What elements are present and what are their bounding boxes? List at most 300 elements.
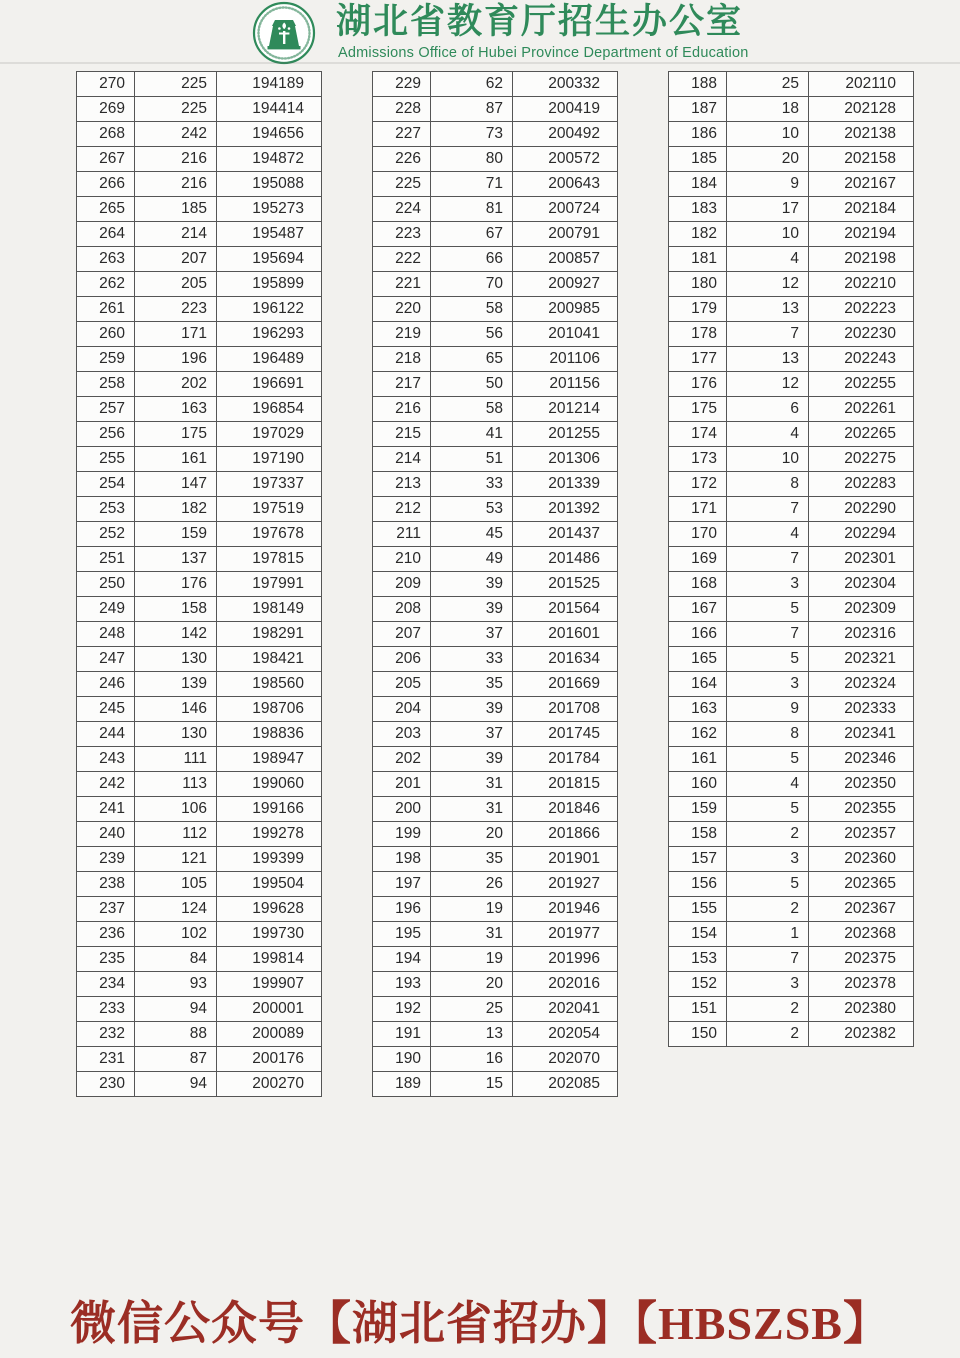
count-cell: 25: [727, 72, 809, 97]
score-cell: 263: [77, 247, 135, 272]
cumulative-cell: 200724: [513, 197, 618, 222]
score-cell: 243: [77, 747, 135, 772]
score-cell: 242: [77, 772, 135, 797]
score-cell: 184: [669, 172, 727, 197]
cumulative-cell: 197029: [217, 422, 322, 447]
count-cell: 10: [727, 447, 809, 472]
table-row: [77, 422, 322, 447]
count-cell: 102: [135, 922, 217, 947]
score-cell: 158: [669, 822, 727, 847]
table-row: [669, 497, 914, 522]
score-cell: 219: [373, 322, 431, 347]
table-row: [373, 547, 618, 572]
cumulative-cell: 200857: [513, 247, 618, 272]
count-cell: 94: [135, 997, 217, 1022]
table-row: [669, 647, 914, 672]
cumulative-cell: 198706: [217, 697, 322, 722]
table-row: [373, 497, 618, 522]
table-row: [669, 597, 914, 622]
score-cell: 239: [77, 847, 135, 872]
score-cell: 218: [373, 347, 431, 372]
count-cell: 19: [431, 897, 513, 922]
count-cell: 7: [727, 547, 809, 572]
count-cell: 37: [431, 722, 513, 747]
table-row: [373, 72, 618, 97]
count-cell: 58: [431, 397, 513, 422]
score-cell: 251: [77, 547, 135, 572]
count-cell: 7: [727, 497, 809, 522]
cumulative-cell: 202128: [809, 97, 914, 122]
count-cell: 225: [135, 72, 217, 97]
score-cell: 151: [669, 997, 727, 1022]
table-row: [669, 222, 914, 247]
score-cell: 250: [77, 572, 135, 597]
score-cell: 168: [669, 572, 727, 597]
count-cell: 9: [727, 697, 809, 722]
count-cell: 35: [431, 847, 513, 872]
cumulative-cell: 202070: [513, 1047, 618, 1072]
cumulative-cell: 201106: [513, 347, 618, 372]
table-row: [373, 647, 618, 672]
table-row: [77, 122, 322, 147]
table-row: [373, 972, 618, 997]
score-cell: 269: [77, 97, 135, 122]
count-cell: 13: [431, 1022, 513, 1047]
score-cell: 214: [373, 447, 431, 472]
table-row: [373, 822, 618, 847]
cumulative-cell: 201977: [513, 922, 618, 947]
score-cell: 196: [373, 897, 431, 922]
table-row: [669, 797, 914, 822]
table-row: [669, 197, 914, 222]
table-row: [77, 572, 322, 597]
cumulative-cell: 202355: [809, 797, 914, 822]
table-row: [77, 172, 322, 197]
score-cell: 221: [373, 272, 431, 297]
cumulative-cell: 199166: [217, 797, 322, 822]
cumulative-cell: 202357: [809, 822, 914, 847]
count-cell: 41: [431, 422, 513, 447]
table-row: [373, 172, 618, 197]
table-row: [669, 447, 914, 472]
table-row: [77, 722, 322, 747]
cumulative-cell: 201486: [513, 547, 618, 572]
table-row: [77, 747, 322, 772]
count-cell: 161: [135, 447, 217, 472]
score-cell: 256: [77, 422, 135, 447]
score-cell: 260: [77, 322, 135, 347]
count-cell: 19: [431, 947, 513, 972]
score-cell: 217: [373, 372, 431, 397]
table-row: [669, 622, 914, 647]
score-cell: 180: [669, 272, 727, 297]
table-row: [669, 247, 914, 272]
table-row: [77, 247, 322, 272]
count-cell: 56: [431, 322, 513, 347]
table-row: [669, 72, 914, 97]
table-row: [373, 1047, 618, 1072]
count-cell: 39: [431, 572, 513, 597]
score-cell: 177: [669, 347, 727, 372]
score-cell: 201: [373, 772, 431, 797]
cumulative-cell: 202158: [809, 147, 914, 172]
count-cell: 49: [431, 547, 513, 572]
table-row: [373, 697, 618, 722]
table-row: [77, 847, 322, 872]
cumulative-cell: 201634: [513, 647, 618, 672]
cumulative-cell: 195694: [217, 247, 322, 272]
count-cell: 147: [135, 472, 217, 497]
cumulative-cell: 198560: [217, 672, 322, 697]
cumulative-cell: 202346: [809, 747, 914, 772]
cumulative-cell: 202243: [809, 347, 914, 372]
count-cell: 4: [727, 247, 809, 272]
table-row: [373, 722, 618, 747]
score-cell: 216: [373, 397, 431, 422]
score-cell: 172: [669, 472, 727, 497]
cumulative-cell: 197991: [217, 572, 322, 597]
table-row: [77, 997, 322, 1022]
score-cell: 222: [373, 247, 431, 272]
score-cell: 188: [669, 72, 727, 97]
table-row: [77, 1072, 322, 1097]
count-cell: 142: [135, 622, 217, 647]
cumulative-cell: 201437: [513, 522, 618, 547]
cumulative-cell: 202138: [809, 122, 914, 147]
score-cell: 238: [77, 872, 135, 897]
cumulative-cell: 199504: [217, 872, 322, 897]
count-cell: 80: [431, 147, 513, 172]
count-cell: 2: [727, 897, 809, 922]
score-cell: 200: [373, 797, 431, 822]
table-row: [373, 572, 618, 597]
cumulative-cell: 202184: [809, 197, 914, 222]
table-row: [373, 672, 618, 697]
cumulative-cell: 198149: [217, 597, 322, 622]
score-cell: 186: [669, 122, 727, 147]
score-cell: 207: [373, 622, 431, 647]
score-cell: 245: [77, 697, 135, 722]
cumulative-cell: 201564: [513, 597, 618, 622]
cumulative-cell: 200332: [513, 72, 618, 97]
table-row: [77, 522, 322, 547]
table-row: [77, 797, 322, 822]
table-row: [669, 1022, 914, 1047]
score-cell: 254: [77, 472, 135, 497]
cumulative-cell: 201846: [513, 797, 618, 822]
score-cell: 182: [669, 222, 727, 247]
score-cell: 264: [77, 222, 135, 247]
count-cell: 35: [431, 672, 513, 697]
table-row: [373, 447, 618, 472]
score-cell: 220: [373, 297, 431, 322]
table-row: [669, 147, 914, 172]
count-cell: 58: [431, 297, 513, 322]
score-table-1: [76, 71, 322, 1097]
score-cell: 247: [77, 647, 135, 672]
count-cell: 111: [135, 747, 217, 772]
count-cell: 4: [727, 422, 809, 447]
count-cell: 5: [727, 647, 809, 672]
table-row: [669, 947, 914, 972]
cumulative-cell: 201669: [513, 672, 618, 697]
count-cell: 87: [431, 97, 513, 122]
score-cell: 157: [669, 847, 727, 872]
table-row: [77, 897, 322, 922]
score-cell: 236: [77, 922, 135, 947]
table-row: [669, 697, 914, 722]
count-cell: 2: [727, 997, 809, 1022]
count-cell: 31: [431, 772, 513, 797]
count-cell: 67: [431, 222, 513, 247]
score-cell: 240: [77, 822, 135, 847]
score-cell: 227: [373, 122, 431, 147]
count-cell: 171: [135, 322, 217, 347]
count-cell: 5: [727, 872, 809, 897]
score-cell: 179: [669, 297, 727, 322]
table-row: [669, 272, 914, 297]
table-row: [669, 772, 914, 797]
cumulative-cell: 202110: [809, 72, 914, 97]
cumulative-cell: 199907: [217, 972, 322, 997]
footer-wechat-text: 微信公众号【湖北省招办】【HBSZSB】: [70, 1298, 890, 1349]
org-title-english: Admissions Office of Hubei Province Department of Education: [338, 45, 749, 61]
score-cell: 181: [669, 247, 727, 272]
table-row: [77, 597, 322, 622]
count-cell: 242: [135, 122, 217, 147]
cumulative-cell: 200089: [217, 1022, 322, 1047]
score-cell: 208: [373, 597, 431, 622]
count-cell: 81: [431, 197, 513, 222]
table-row: [77, 922, 322, 947]
table-row: [373, 397, 618, 422]
count-cell: 106: [135, 797, 217, 822]
cumulative-cell: 202255: [809, 372, 914, 397]
cumulative-cell: 201745: [513, 722, 618, 747]
cumulative-cell: 199399: [217, 847, 322, 872]
score-cell: 160: [669, 772, 727, 797]
table-row: [373, 272, 618, 297]
count-cell: 94: [135, 1072, 217, 1097]
count-cell: 223: [135, 297, 217, 322]
cumulative-cell: 202382: [809, 1022, 914, 1047]
score-cell: 249: [77, 597, 135, 622]
count-cell: 18: [727, 97, 809, 122]
count-cell: 20: [431, 822, 513, 847]
cumulative-cell: 195088: [217, 172, 322, 197]
count-cell: 3: [727, 572, 809, 597]
table-row: [669, 922, 914, 947]
count-cell: 53: [431, 497, 513, 522]
score-cell: 162: [669, 722, 727, 747]
count-cell: 175: [135, 422, 217, 447]
cumulative-cell: 202360: [809, 847, 914, 872]
score-cell: 159: [669, 797, 727, 822]
count-cell: 202: [135, 372, 217, 397]
score-cell: 234: [77, 972, 135, 997]
score-cell: 195: [373, 922, 431, 947]
cumulative-cell: 200985: [513, 297, 618, 322]
table-row: [373, 297, 618, 322]
cumulative-cell: 202275: [809, 447, 914, 472]
cumulative-cell: 202309: [809, 597, 914, 622]
score-cell: 194: [373, 947, 431, 972]
table-row: [669, 297, 914, 322]
table-row: [669, 172, 914, 197]
cumulative-cell: 197337: [217, 472, 322, 497]
cumulative-cell: 201996: [513, 947, 618, 972]
table-row: [77, 1047, 322, 1072]
cumulative-cell: 201525: [513, 572, 618, 597]
table-row: [373, 322, 618, 347]
table-row: [669, 97, 914, 122]
score-cell: 213: [373, 472, 431, 497]
cumulative-cell: 202290: [809, 497, 914, 522]
count-cell: 33: [431, 647, 513, 672]
table-row: [77, 447, 322, 472]
score-cell: 224: [373, 197, 431, 222]
table-row: [373, 122, 618, 147]
score-cell: 173: [669, 447, 727, 472]
cumulative-cell: 200270: [217, 1072, 322, 1097]
count-cell: 12: [727, 372, 809, 397]
score-cell: 231: [77, 1047, 135, 1072]
table-row: [669, 572, 914, 597]
count-cell: 93: [135, 972, 217, 997]
count-cell: 84: [135, 947, 217, 972]
score-cell: 183: [669, 197, 727, 222]
score-cell: 266: [77, 172, 135, 197]
score-cell: 198: [373, 847, 431, 872]
count-cell: 7: [727, 947, 809, 972]
table-row: [373, 797, 618, 822]
cumulative-cell: 198836: [217, 722, 322, 747]
score-cell: 199: [373, 822, 431, 847]
cumulative-cell: 197190: [217, 447, 322, 472]
cumulative-cell: 196854: [217, 397, 322, 422]
score-cell: 267: [77, 147, 135, 172]
table-row: [77, 197, 322, 222]
score-cell: 174: [669, 422, 727, 447]
score-cell: 257: [77, 397, 135, 422]
cumulative-cell: 196293: [217, 322, 322, 347]
cumulative-cell: 202016: [513, 972, 618, 997]
count-cell: 10: [727, 222, 809, 247]
table-row: [77, 1022, 322, 1047]
table-row: [669, 347, 914, 372]
count-cell: 214: [135, 222, 217, 247]
cumulative-cell: 198421: [217, 647, 322, 672]
cumulative-cell: 202167: [809, 172, 914, 197]
cumulative-cell: 200927: [513, 272, 618, 297]
count-cell: 5: [727, 747, 809, 772]
page-header: [0, 0, 960, 64]
table-row: [373, 472, 618, 497]
score-cell: 161: [669, 747, 727, 772]
count-cell: 9: [727, 172, 809, 197]
score-cell: 230: [77, 1072, 135, 1097]
score-cell: 225: [373, 172, 431, 197]
score-cell: 262: [77, 272, 135, 297]
count-cell: 5: [727, 797, 809, 822]
count-cell: 71: [431, 172, 513, 197]
org-title-chinese: 湖北省教育厅招生办公室: [336, 2, 744, 41]
count-cell: 88: [135, 1022, 217, 1047]
cumulative-cell: 194189: [217, 72, 322, 97]
table-row: [373, 147, 618, 172]
cumulative-cell: 202265: [809, 422, 914, 447]
score-table-2: [372, 71, 618, 1097]
score-table-3: [668, 71, 914, 1047]
table-row: [77, 547, 322, 572]
table-row: [669, 472, 914, 497]
count-cell: 50: [431, 372, 513, 397]
table-row: [669, 897, 914, 922]
table-row: [77, 347, 322, 372]
cumulative-cell: 202350: [809, 772, 914, 797]
table-row: [77, 647, 322, 672]
cumulative-cell: 199814: [217, 947, 322, 972]
count-cell: 13: [727, 347, 809, 372]
cumulative-cell: 201601: [513, 622, 618, 647]
table-row: [373, 897, 618, 922]
table-row: [669, 672, 914, 697]
cumulative-cell: 200791: [513, 222, 618, 247]
cumulative-cell: 202341: [809, 722, 914, 747]
score-cell: 237: [77, 897, 135, 922]
count-cell: 4: [727, 522, 809, 547]
table-row: [77, 672, 322, 697]
table-row: [669, 872, 914, 897]
table-row: [669, 822, 914, 847]
score-cell: 232: [77, 1022, 135, 1047]
score-cell: 169: [669, 547, 727, 572]
score-cell: 164: [669, 672, 727, 697]
score-cell: 204: [373, 697, 431, 722]
cumulative-cell: 200419: [513, 97, 618, 122]
score-cell: 252: [77, 522, 135, 547]
score-cell: 187: [669, 97, 727, 122]
table-row: [373, 97, 618, 122]
cumulative-cell: 198291: [217, 622, 322, 647]
count-cell: 225: [135, 97, 217, 122]
score-cell: 156: [669, 872, 727, 897]
count-cell: 124: [135, 897, 217, 922]
table-row: [669, 372, 914, 397]
cumulative-cell: 202054: [513, 1022, 618, 1047]
table-row: [77, 322, 322, 347]
count-cell: 45: [431, 522, 513, 547]
cumulative-cell: 199060: [217, 772, 322, 797]
cumulative-cell: 199730: [217, 922, 322, 947]
cumulative-cell: 201866: [513, 822, 618, 847]
count-cell: 139: [135, 672, 217, 697]
table-row: [669, 122, 914, 147]
cumulative-cell: 201815: [513, 772, 618, 797]
table-row: [669, 722, 914, 747]
count-cell: 73: [431, 122, 513, 147]
count-cell: 16: [431, 1047, 513, 1072]
cumulative-cell: 202210: [809, 272, 914, 297]
cumulative-cell: 202324: [809, 672, 914, 697]
score-cell: 150: [669, 1022, 727, 1047]
table-row: [669, 397, 914, 422]
table-row: [77, 147, 322, 172]
count-cell: 12: [727, 272, 809, 297]
score-cell: 210: [373, 547, 431, 572]
cumulative-cell: 194872: [217, 147, 322, 172]
cumulative-cell: 202316: [809, 622, 914, 647]
